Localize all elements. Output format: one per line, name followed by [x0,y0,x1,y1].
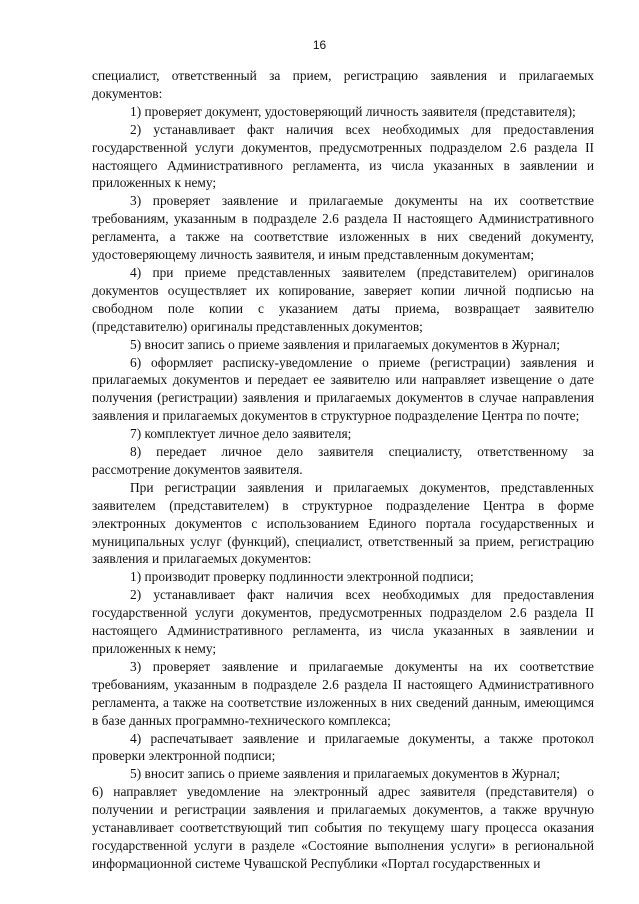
paragraph: 6) направляет уведомление на электронный адрес заявителя (представителя) о получении и регистрации заявления и прилагаемых документов, а также вручную устанавливает соответствующий тип события по текущему шагу процесса оказания государственной услуги в разделе «Состояние выполнения услуги» в региональной информационной системе Чувашской Республики «Портал государственных и [92,784,594,871]
paragraph: При регистрации заявления и прилагаемых документов, представленных заявителем (представителем) в структурное подразделение Центра в форме электронных документов с использованием Единого портала государственных и муниципальных услуг (функций), специалист, ответственный за прием, регистрацию заявления и прилагаемых документов: [92,479,594,567]
paragraph: 7) комплектует личное дело заявителя; [130,426,352,442]
document-body [92,67,594,873]
paragraph: 4) распечатывает заявление и прилагаемые документы, а также протокол проверки электронной подписи; [92,730,594,764]
paragraph: 6) оформляет расписку-уведомление о приеме (регистрации) заявления и прилагаемых документов и передает ее заявителю или направляет извещение о дате получения (регистрации) заявления и прилагаемых документов в случае направления заявления и прилагаемых документов в структурное подразделение Центра по почте; [92,354,594,424]
paragraph: 3) проверяет заявление и прилагаемые документы на их соответствие требованиям, указанным в подразделе 2.6 раздела II настоящего Административного регламента, а также на соответствие изложенных в них сведений документу, удостоверяющему личность заявителя, и иным представленным документам; [92,193,594,263]
paragraph: 1) производит проверку подлинности электронной подписи; [130,569,474,585]
paragraph: специалист, ответственный за прием, регистрацию заявления и прилагаемых документов: [92,68,594,101]
paragraph: 2) устанавливает факт наличия всех необходимых для предоставления государственной услуги документов, предусмотренных подразделом 2.6 раздела II настоящего Административного регламента, из числа указанных в заявлении и приложенных к нему; [92,587,594,656]
page-number: 16 [312,38,327,52]
paragraph: 5) вносит запись о приеме заявления и прилагаемых документов в Журнал; [130,766,560,782]
paragraph: 5) вносит запись о приеме заявления и прилагаемых документов в Журнал; [130,336,560,352]
paragraph: 1) проверяет документ, удостоверяющий личность заявителя (представителя); [130,103,576,119]
paragraph: 3) проверяет заявление и прилагаемые документы на их соответствие требованиям, указанным в подразделе 2.6 раздела II настоящего Административного регламента, а также на соответствие изложенных в них сведений данным, имеющимся в базе данных программно-технического комплекса; [92,658,594,728]
paragraph: 2) устанавливает факт наличия всех необходимых для предоставления государственной услуги документов, предусмотренных подразделом 2.6 раздела II настоящего Административного регламента, из числа указанных в заявлении и приложенных к нему; [92,121,594,191]
paragraph: 8) передает личное дело заявителя специалисту, ответственному за рассмотрение документов заявителя. [92,444,594,477]
paragraph: 4) при приеме представленных заявителем (представителем) оригиналов документов осуществляет их копирование, заверяет копии личной подписью на свободном поле копии с указанием даты приема, возвращает заявителю (представителю) оригиналы представленных документов; [92,264,594,334]
